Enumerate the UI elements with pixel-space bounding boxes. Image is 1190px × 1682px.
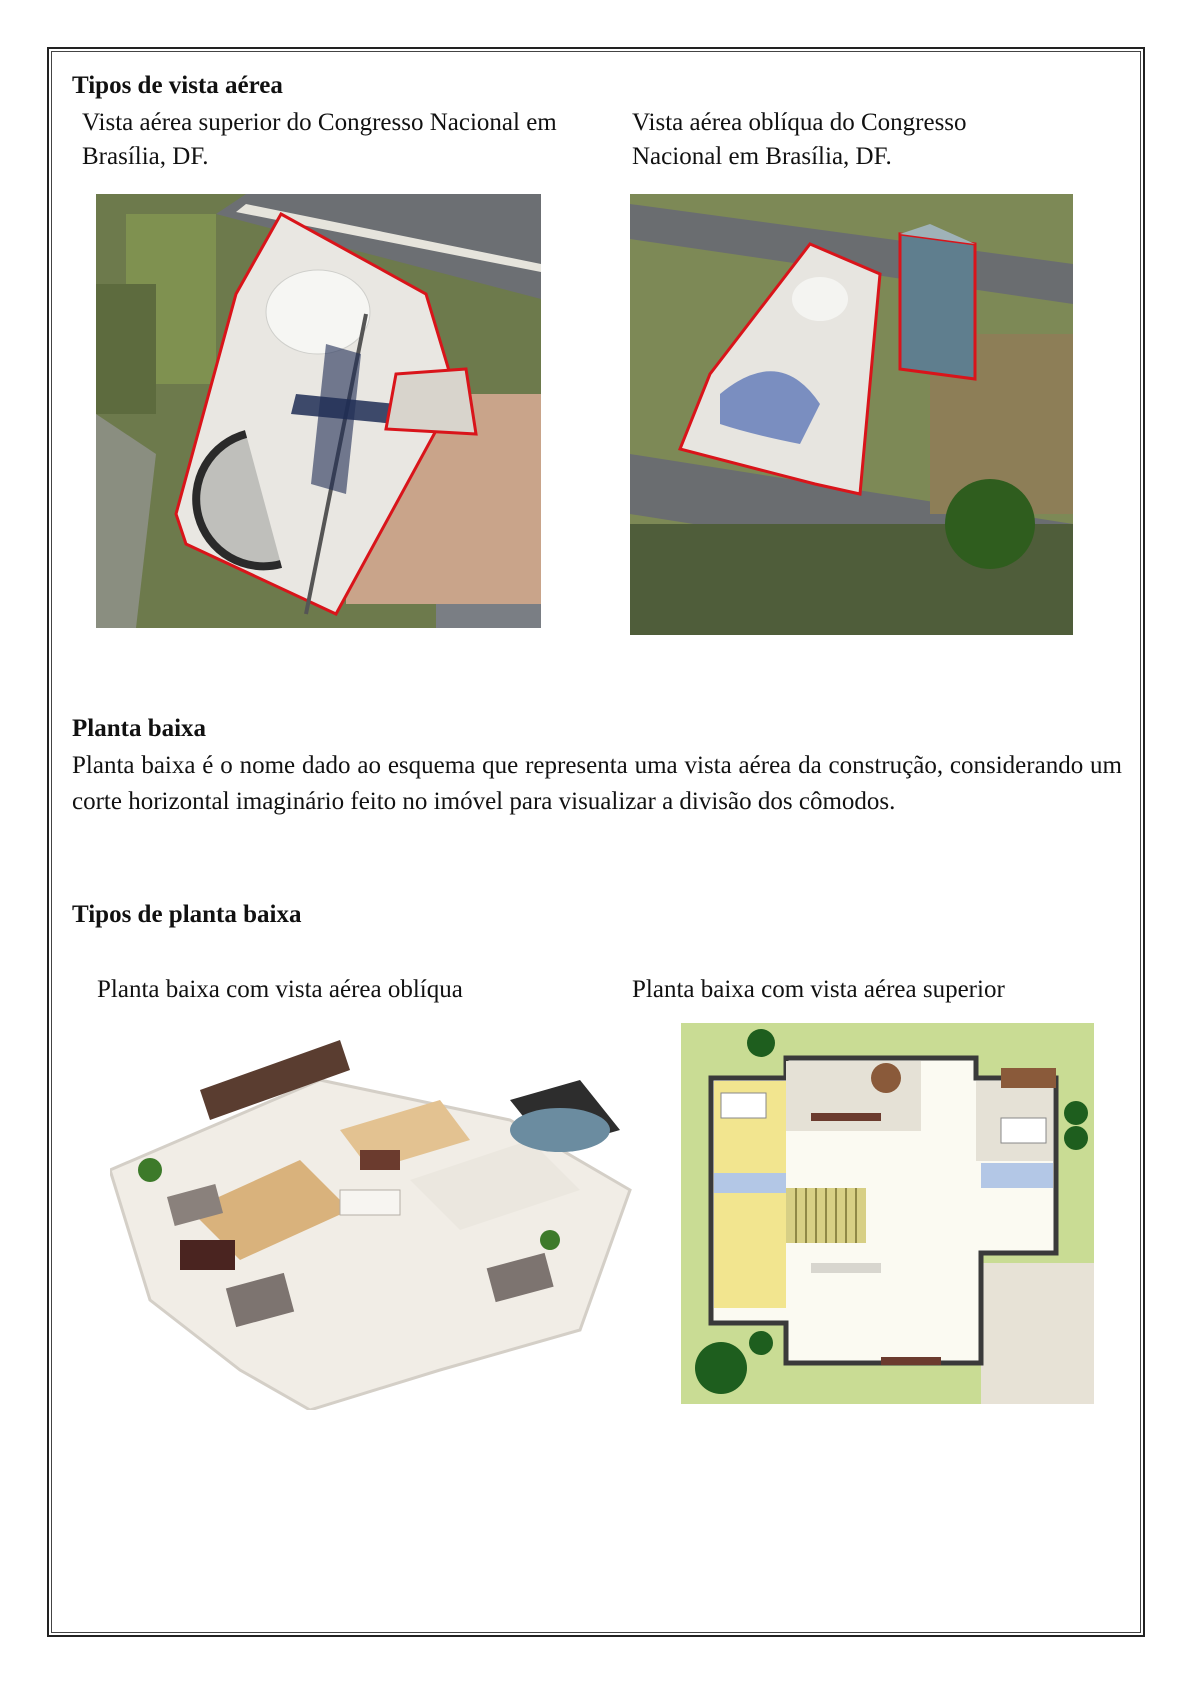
heading-floor-plan-types: Tipos de planta baixa [72,901,302,928]
congress-oblique-view-photo [630,194,1073,635]
floor-plan-3d-render [110,1040,635,1410]
congress-top-view-photo [96,194,541,628]
caption-top-floor-plan: Planta baixa com vista aérea superior [632,976,1005,1003]
heading-floor-plan: Planta baixa [72,715,207,742]
heading-aerial-view-types: Tipos de vista aérea [72,72,283,99]
caption-top-aerial-view: Vista aérea superior do Congresso Nacional em Brasília, DF. [82,109,557,170]
caption-oblique-floor-plan: Planta baixa com vista aérea oblíqua [97,976,463,1003]
caption-oblique-aerial-view: Vista aérea oblíqua do Congresso Nacional em Brasília, DF. [632,109,967,170]
floor-plan-definition-paragraph: Planta baixa é o nome dado ao esquema que representa uma vista aérea da construção, considerando um corte horizontal imaginário feito no imóvel para visualizar a divisão dos cômodos. [72,752,1122,815]
floor-plan-2d-drawing [681,1023,1094,1404]
